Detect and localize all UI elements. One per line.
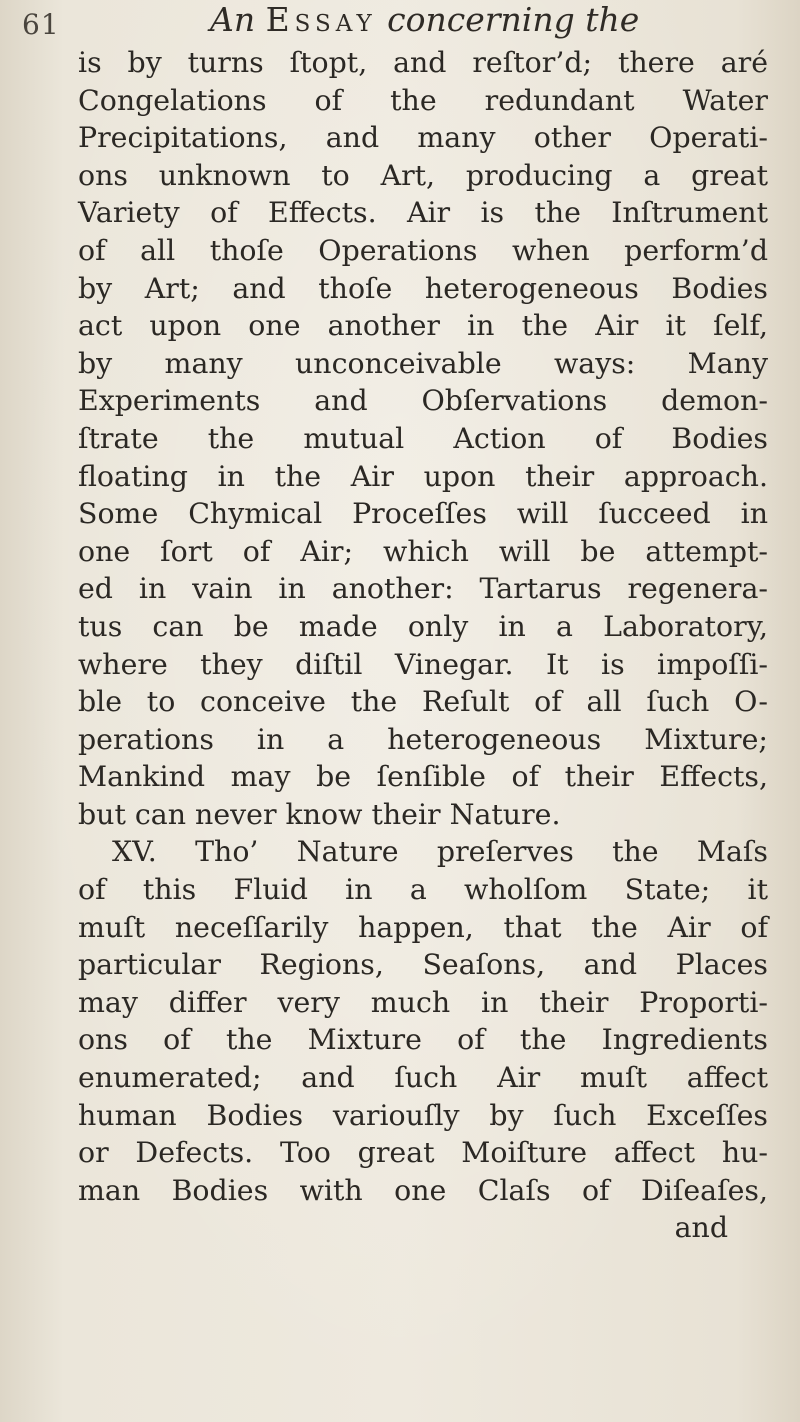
text-line: floating in the Air upon their approach.: [78, 459, 768, 493]
text-line: is by turns ſtopt, and reſtor’d; there aré: [78, 46, 768, 79]
running-head-article: An: [210, 0, 256, 39]
text-line: Variety of Effects. Air is the Inſtrument: [78, 196, 768, 230]
text-line: ble to conceive the Reſult of all ſuch O-: [78, 685, 768, 719]
text-line: tus can be made only in a Laboratory,: [78, 609, 768, 643]
body-text: [78, 44, 768, 1247]
text-line: ons unknown to Art, producing a great: [78, 158, 768, 192]
running-head-the: the: [585, 0, 640, 39]
text-line: particular Regions, Seaſons, and Places: [78, 948, 768, 982]
section-heading-line: XV. Tho’ Nature preſerves the Maſs: [112, 835, 768, 869]
running-head-concerning: concerning: [387, 0, 575, 39]
text-line: where they diſtil Vinegar. It is impoſſi-: [78, 647, 768, 681]
running-head: [210, 0, 639, 39]
text-line: ons of the Mixture of the Ingredients: [78, 1023, 768, 1057]
text-line: one ſort of Air; which will be attempt-: [78, 534, 768, 568]
text-line: perations in a heterogeneous Mixture;: [78, 722, 768, 756]
text-line: Experiments and Obſervations demon-: [78, 384, 768, 418]
catchword: and: [674, 1211, 728, 1245]
text-line: may differ very much in their Proporti-: [78, 985, 768, 1019]
running-head-essay: Essay: [265, 0, 377, 39]
text-line: enumerated; and ſuch Air muſt affect: [78, 1061, 768, 1095]
page-number: 61: [22, 8, 60, 41]
text-line: Some Chymical Proceſſes will ſucceed in: [78, 497, 768, 531]
text-line: Precipitations, and many other Operati-: [78, 121, 768, 155]
text-line: ſtrate the mutual Action of Bodies: [78, 421, 768, 455]
text-line: of all thoſe Operations when perform’d: [78, 233, 768, 267]
text-line: human Bodies variouſly by ſuch Exceſſes: [78, 1098, 768, 1132]
text-line: Mankind may be ſenſible of their Effects,: [78, 760, 768, 794]
text-line: act upon one another in the Air it ſelf,: [78, 309, 768, 343]
text-line: ed in vain in another: Tartarus regenera-: [78, 572, 768, 606]
text-line: by many unconceivable ways: Many: [78, 346, 768, 380]
text-line: by Art; and thoſe heterogeneous Bodies: [78, 271, 768, 305]
text-line: muſt neceſſarily happen, that the Air of: [78, 910, 768, 944]
text-line: Congelations of the redundant Water: [78, 83, 768, 117]
text-line: man Bodies with one Claſs of Diſeaſes,: [78, 1173, 768, 1207]
text-line: of this Fluid in a wholſom State; it: [78, 873, 768, 907]
text-line: or Defects. Too great Moiſture affect hu-: [78, 1136, 768, 1170]
text-line: but can never know their Nature.: [78, 797, 561, 831]
